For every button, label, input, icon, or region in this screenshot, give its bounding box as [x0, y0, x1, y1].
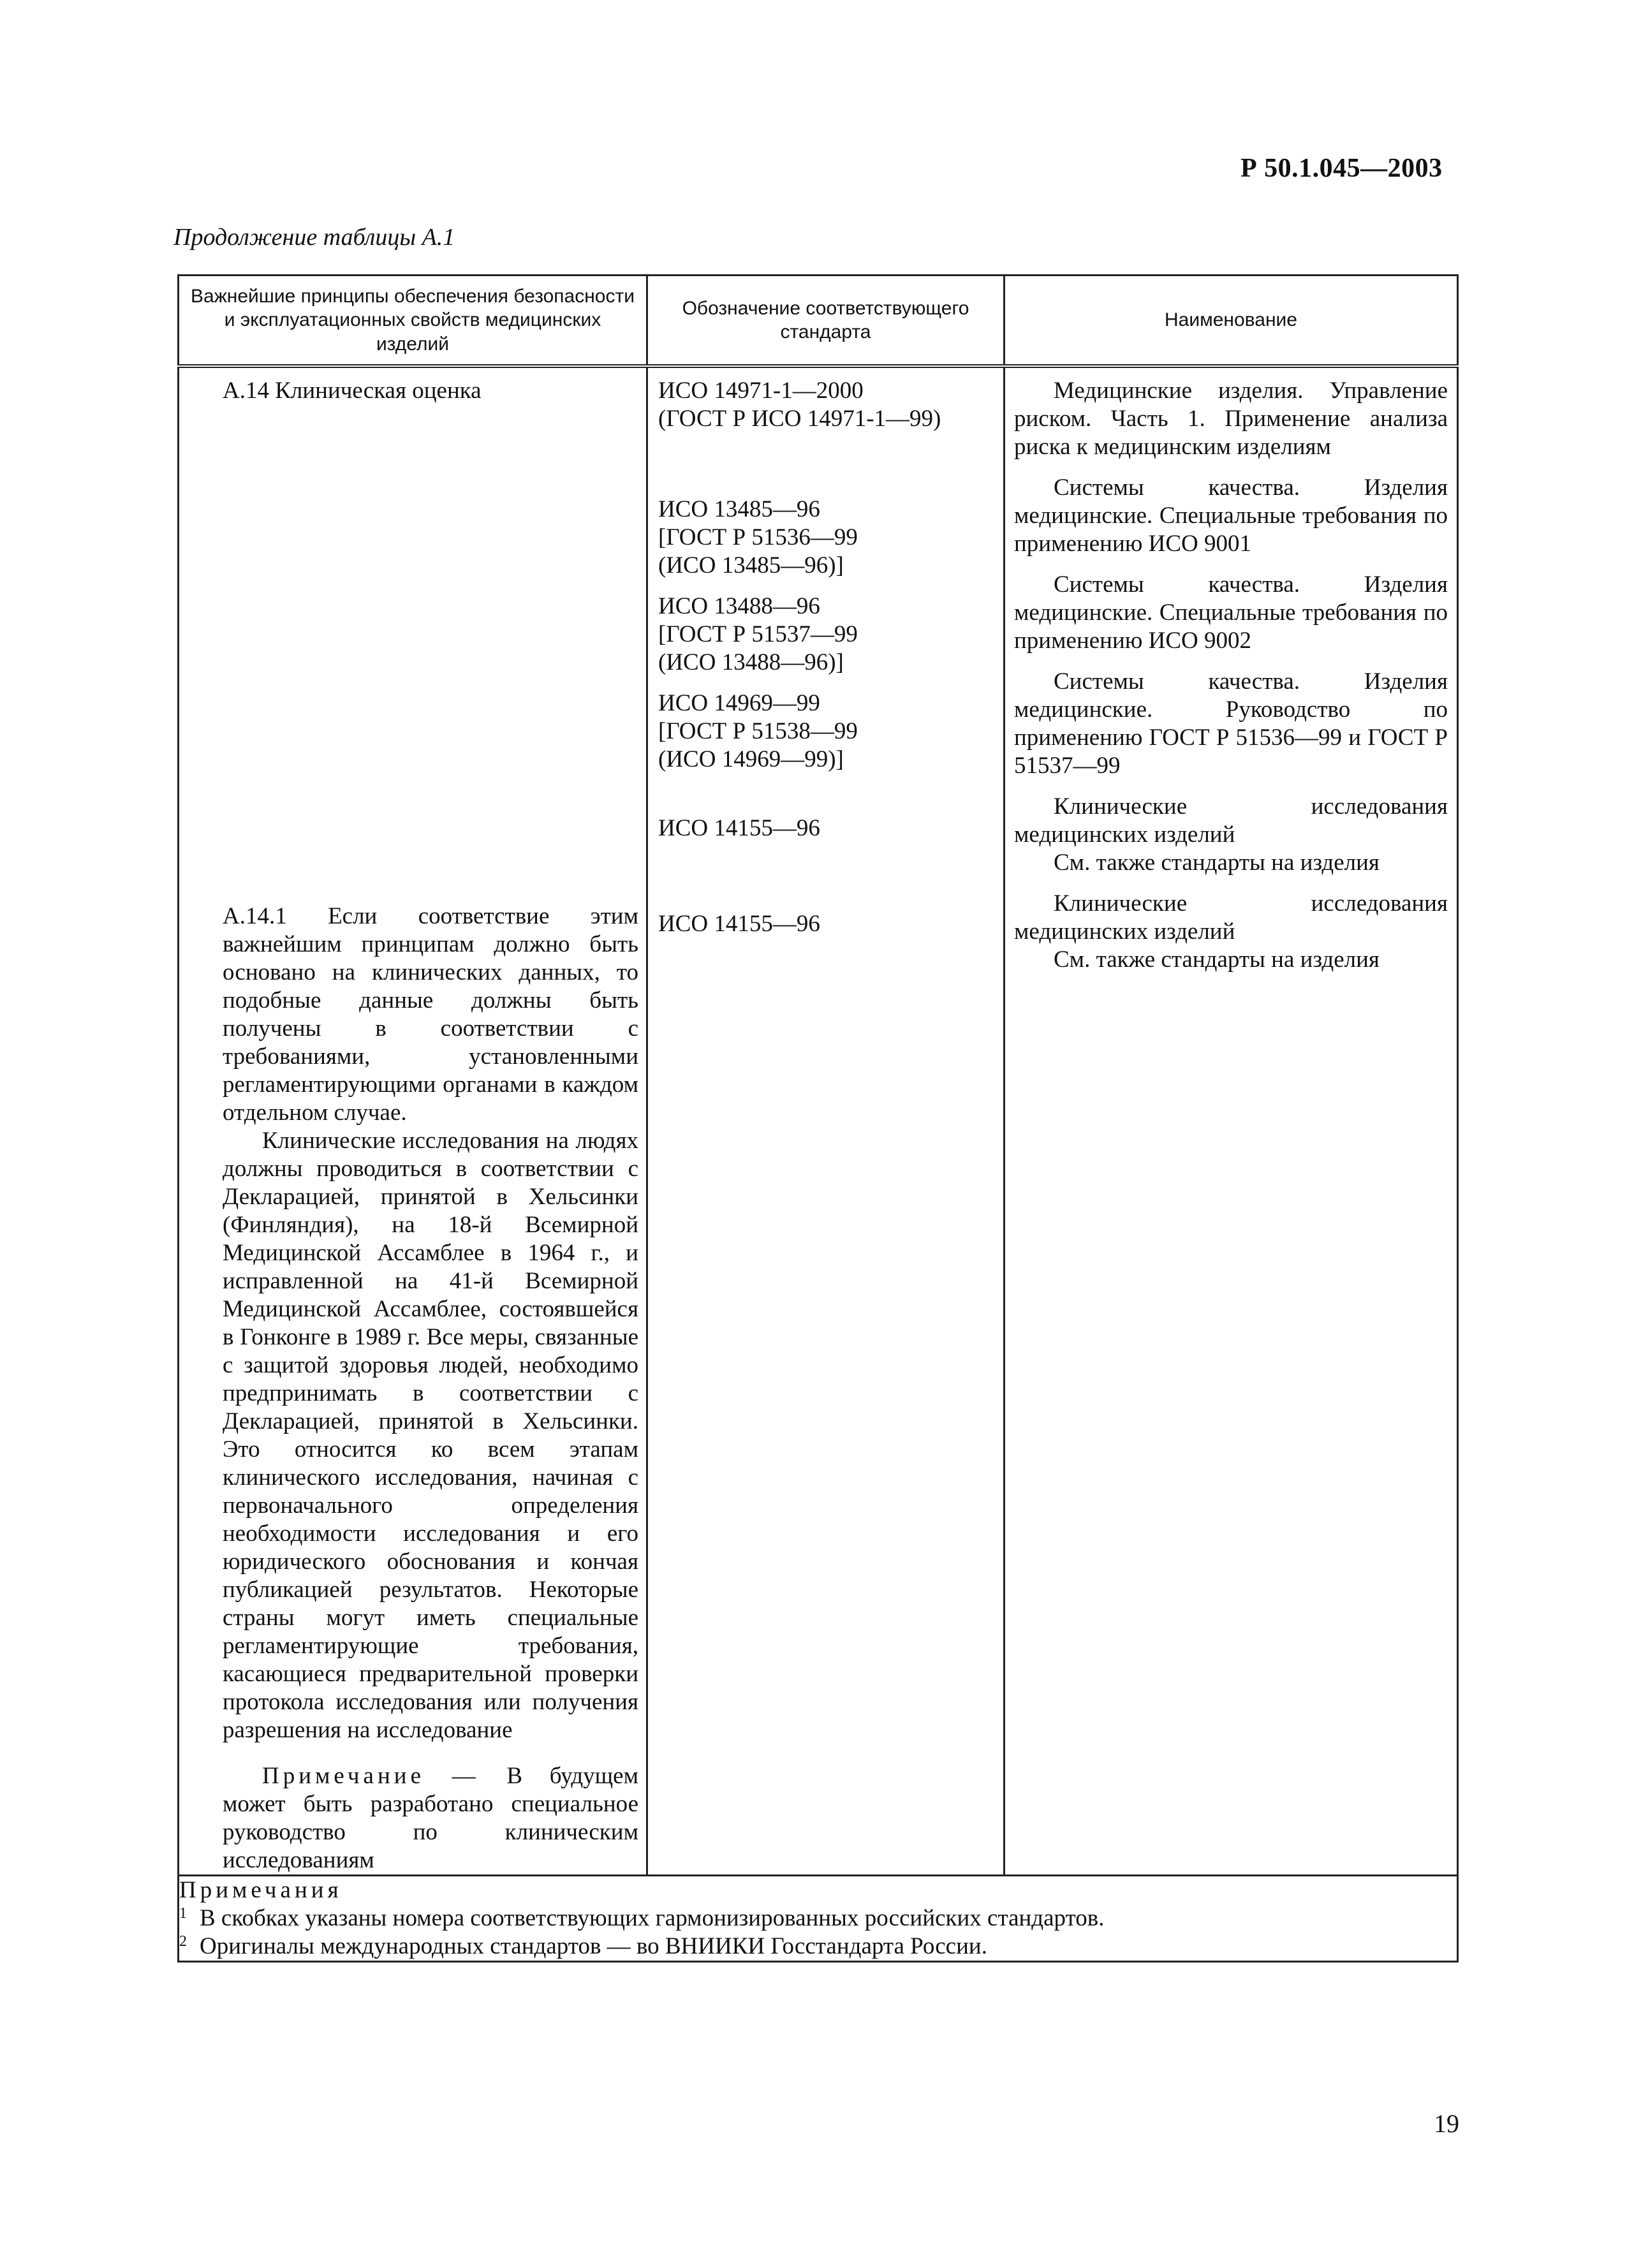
- column-header-designation: Обозначение соответствующего стандарта: [647, 276, 1005, 367]
- designation-line: (ГОСТ Р ИСО 14971-1—99): [658, 406, 941, 432]
- column-header-principles: Важнейшие принципы обеспечения безопасности и эксплуатационных свойств медицинских изделий: [179, 276, 647, 367]
- table-header-row: [179, 276, 1458, 367]
- name-text: Клинические исследования медицинских изделий: [1014, 890, 1448, 945]
- table-caption: Продолжение таблицы А.1: [173, 224, 455, 251]
- note-text: В скобках указаны номера соответствующих гармонизированных российских стандартов.: [200, 1905, 1105, 1931]
- notes-heading: Примечания: [179, 1877, 342, 1903]
- designation-row-2: [648, 496, 1003, 580]
- note-label: Примечание — В: [262, 1763, 527, 1789]
- designation-column: [647, 366, 1005, 1876]
- name-row-5: [1005, 793, 1457, 877]
- note-item-2: [179, 1933, 1457, 1961]
- name-row-3: Системы качества. Изделия медицинские. Специальные требования по применению ИСО 9002: [1014, 571, 1448, 654]
- designation-line: ИСО 13485—96: [658, 496, 820, 522]
- note-item-1: [179, 1904, 1457, 1933]
- see-also-text: См. также стандарты на изделия: [1054, 946, 1380, 973]
- designation-line: ИСО 14155—96: [658, 911, 820, 937]
- designation-line: [ГОСТ Р 51538—99: [658, 718, 858, 744]
- principles-column: [179, 366, 647, 1876]
- designation-line: ИСО 13488—96: [658, 593, 820, 619]
- designation-line: ИСО 14969—99: [658, 690, 820, 716]
- principle-note: [179, 1762, 646, 1874]
- designation-line: ИСО 14971-1—2000: [658, 378, 864, 404]
- name-row-6: [1005, 890, 1457, 974]
- table-body-row: [179, 366, 1458, 1876]
- name-row-1: Медицинские изделия. Управление риском. Часть 1. Применение анализа риска к медицинским изделиям: [1014, 378, 1448, 460]
- name-row-2: Системы качества. Изделия медицинские. Специальные требования по применению ИСО 9001: [1014, 475, 1448, 557]
- name-row-4: Системы качества. Изделия медицинские. Руководство по применению ГОСТ Р 51536—99 и ГОСТ Р 51537—99: [1014, 668, 1448, 779]
- designation-row-6: [648, 910, 1003, 938]
- principle-a141-para2: Клинические исследования на людях должны проводиться в соответствии с Декларацией, принятой в Хельсинки (Финляндия), на 18-й Всемирной Медицинской Ассамблее в 1964 г., и исправленной на 41-й Всемирной Медицинской Ассамблее, состоявшейся в Гонконге в 1989 г. Все меры, связанные с защитой здоровья людей, необходимо предпринимать в соответствии с Декларацией, принятой в Хельсинки. Это относится ко всем этапам клинического исследования, начиная с первоначального определения необходимости исследования и его юридического обоснования и кончая публикацией результатов. Некоторые страны могут иметь специальные регламентирующие требования, касающиеся предварительной проверки протокола исследования или получения разрешения на исследование: [223, 1128, 638, 1743]
- designation-line: (ИСО 14969—99)]: [658, 746, 844, 772]
- standards-table: [177, 274, 1459, 1962]
- designation-row-3: [648, 593, 1003, 677]
- designation-row-1: [648, 368, 1003, 433]
- name-column: [1005, 366, 1458, 1876]
- page-number: 19: [1434, 2109, 1459, 2138]
- principle-a141-para1: [179, 902, 646, 1127]
- designation-line: (ИСО 13488—96)]: [658, 649, 844, 675]
- name-text: Клинические исследования медицинских изделий: [1014, 793, 1448, 848]
- column-header-name: Наименование: [1005, 276, 1458, 367]
- designation-line: [ГОСТ Р 51536—99: [658, 524, 858, 550]
- table-notes-row: [179, 1876, 1458, 1962]
- note-number: 2: [179, 1933, 187, 1950]
- principle-a14: А.14 Клиническая оценка: [223, 378, 482, 404]
- see-also-text: См. также стандарты на изделия: [1054, 850, 1380, 876]
- document-code: Р 50.1.045—2003: [1240, 154, 1443, 183]
- designation-line: ИСО 14155—96: [658, 815, 820, 841]
- note-number: 1: [179, 1905, 187, 1922]
- designation-row-4: [648, 689, 1003, 774]
- designation-line: [ГОСТ Р 51537—99: [658, 621, 858, 647]
- note-text: Оригиналы международных стандартов — во ВНИИКИ Госстандарта России.: [200, 1933, 987, 1959]
- designation-row-5: [648, 814, 1003, 843]
- note-text: будущем может быть разработано специальное руководство по клиническим исследованиям: [223, 1763, 639, 1873]
- table-notes: [179, 1876, 1458, 1962]
- designation-line: (ИСО 13485—96)]: [658, 552, 844, 578]
- principle-a141-para1-text: А.14.1 Если соответствие этим важнейшим принципам должно быть основано на клинических данных, то подобные данные должны быть получены в соответствии с требованиями, установленными регламентирующими органами в каждом отдельном случае.: [223, 903, 638, 1126]
